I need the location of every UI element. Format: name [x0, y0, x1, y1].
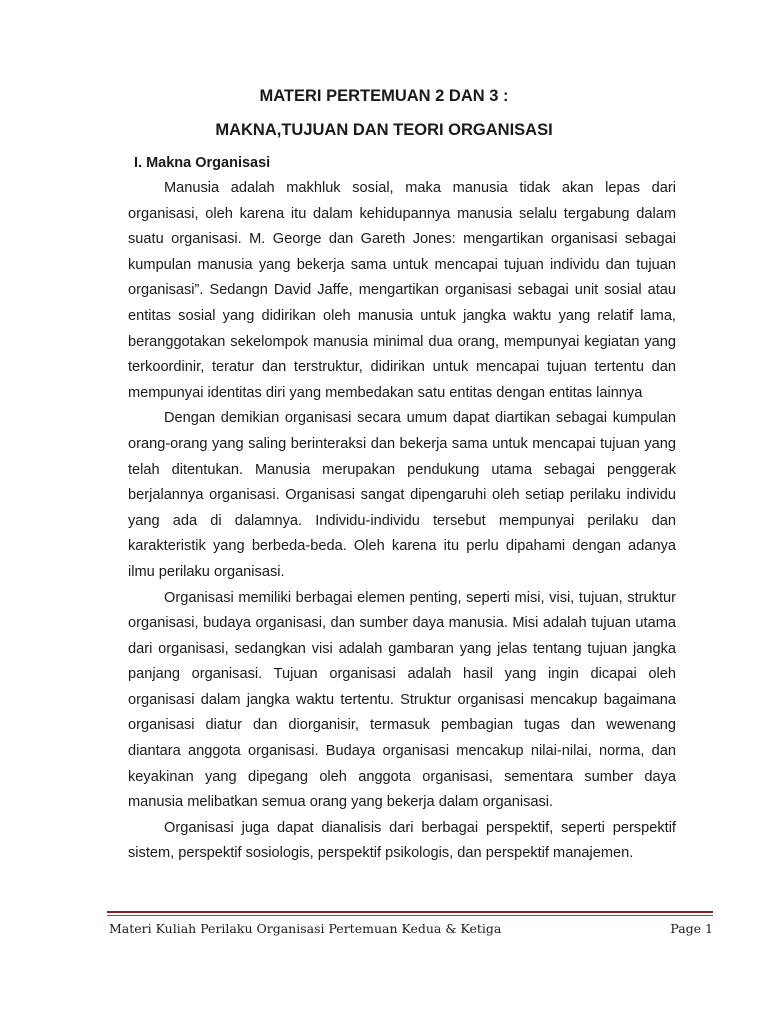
paragraph: Dengan demikian organisasi secara umum dapat diartikan sebagai kumpulan orang-orang yang saling berinteraksi dan bekerja sama untuk mencapai tujuan yang telah ditentukan. Manusia merupakan pendukung utama sebagai penggerak berjalannya organisasi. Organisasi sangat dipengaruhi oleh setiap perilaku individu yang ada di dalamnya. Individu-individu tersebut mempunyai perilaku dan karakteristik yang berbeda-beda. Oleh karena itu perlu dipahami dengan adanya ilmu perilaku organisasi.: [128, 410, 676, 580]
section-heading: I. Makna Organisasi: [134, 155, 271, 171]
paragraph: Manusia adalah makhluk sosial, maka manusia tidak akan lepas dari organisasi, oleh karena itu dalam kehidupannya manusia selalu tergabung dalam suatu organisasi. M. George dan Gareth Jones: mengartikan organisasi sebagai kumpulan manusia yang bekerja sama untuk mencapai tujuan individu dan tujuan organisasi”. Sedangn David Jaffe, mengartikan organisasi sebagai unit sosial atau entitas sosial yang didirikan oleh manusia untuk jangka waktu yang relatif lama, beranggotakan sekelompok manusia minimal dua orang, mempunyai kegiatan yang terkoordinir, teratur dan terstruktur, didirikan untuk mencapai tujuan tertentu dan mempunyai identitas diri yang membedakan satu entitas dengan entitas lainnya: [128, 180, 676, 401]
paragraph: Organisasi memiliki berbagai elemen penting, seperti misi, visi, tujuan, struktur organisasi, budaya organisasi, dan sumber daya manusia. Misi adalah tujuan utama dari organisasi, sedangkan visi adalah gambaran yang jelas tentang tujuan jangka panjang organisasi. Tujuan organisasi adalah hasil yang ingin dicapai oleh organisasi dalam jangka waktu tertentu. Struktur organisasi mencakup bagaimana organisasi diatur dan diorganisir, termasuk pembagian tugas dan wewenang diantara anggota organisasi. Budaya organisasi mencakup nilai-nilai, norma, dan keyakinan yang dipegang oleh anggota organisasi, sementara sumber daya manusia melibatkan semua orang yang bekerja dalam organisasi.: [128, 589, 676, 811]
title-block: [0, 86, 768, 139]
document-body: [128, 176, 676, 867]
paragraph: Organisasi juga dapat dianalisis dari berbagai perspektif, seperti perspektif sistem, perspektif sosiologis, perspektif psikologis, dan perspektif manajemen.: [128, 819, 676, 862]
footer-course-title: Materi Kuliah Perilaku Organisasi Pertemuan Kedua & Ketiga: [109, 921, 502, 936]
page-number: Page 1: [670, 921, 713, 936]
document-title: MATERI PERTEMUAN 2 DAN 3 :: [259, 87, 509, 105]
footer-divider-thin: [107, 915, 713, 916]
document-subtitle: MAKNA,TUJUAN DAN TEORI ORGANISASI: [215, 121, 553, 139]
footer-divider: [107, 911, 713, 913]
